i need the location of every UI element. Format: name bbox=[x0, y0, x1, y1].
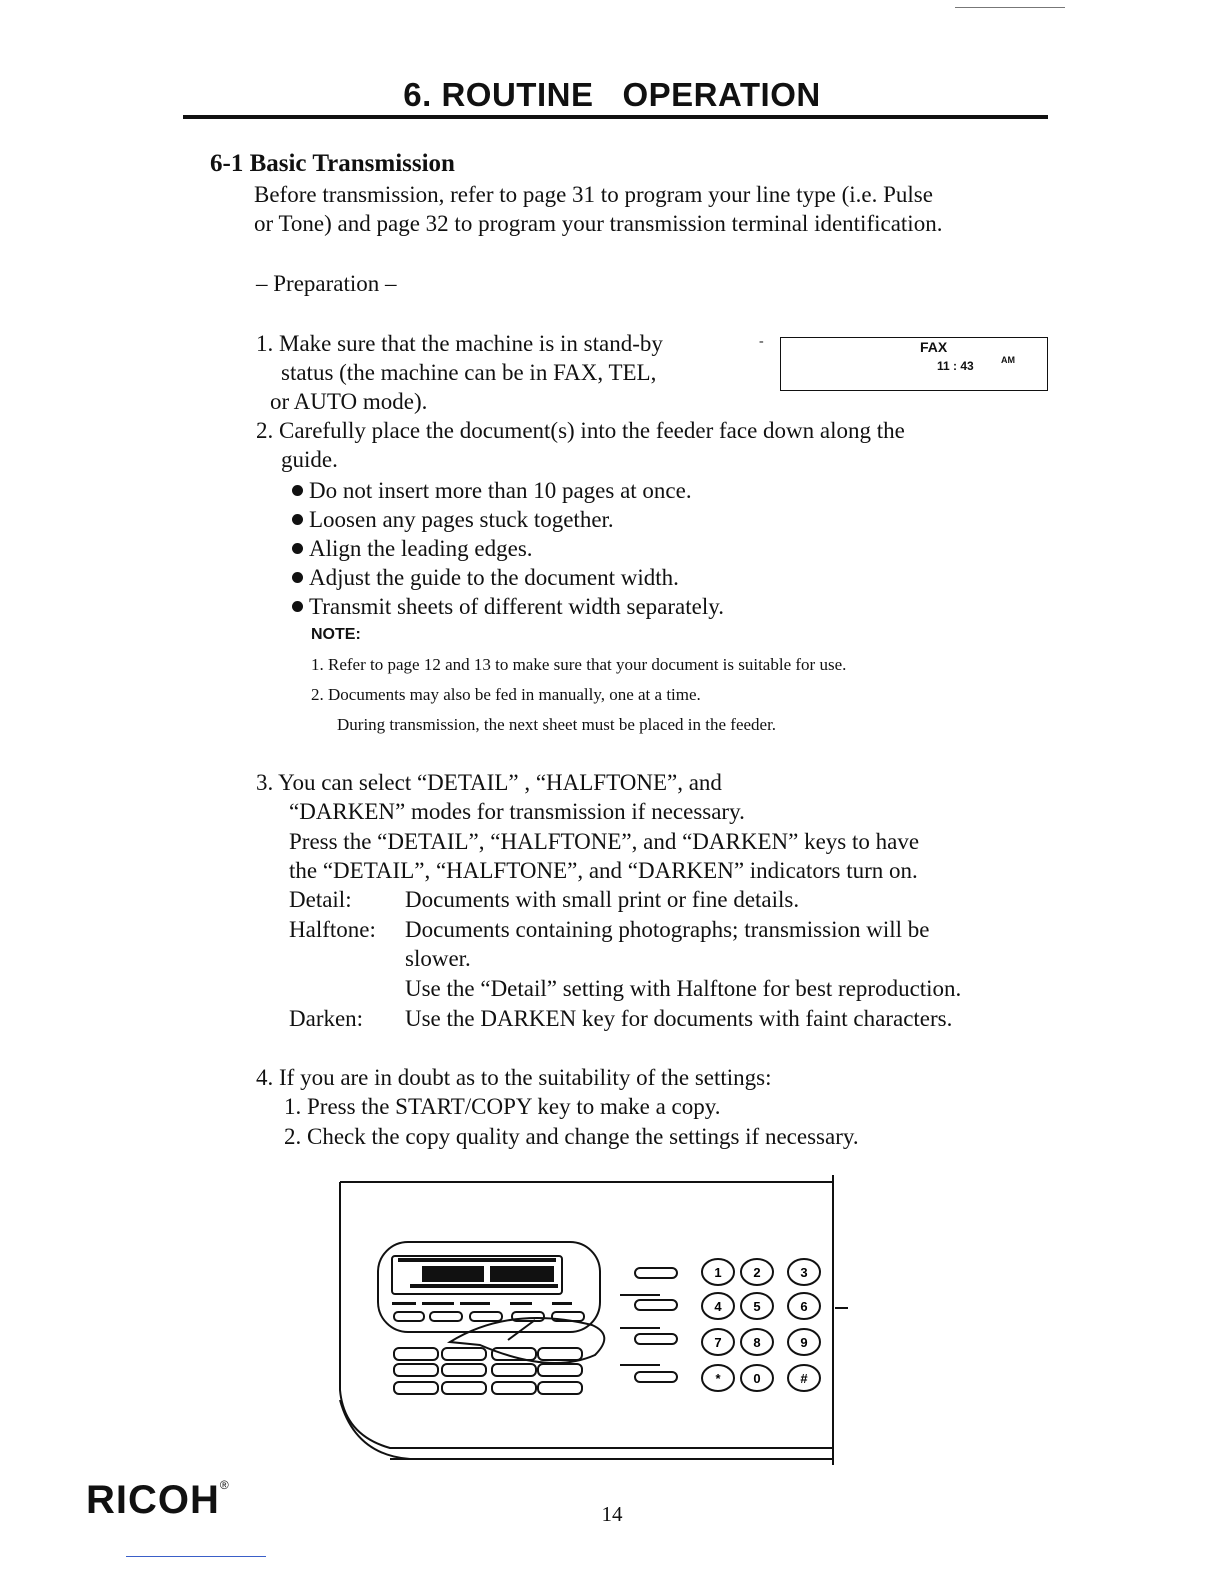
step2-line-1: 2. Carefully place the document(s) into the feeder face down along the bbox=[256, 418, 905, 443]
step3-line-2: “DARKEN” modes for transmission if necessary. bbox=[289, 799, 745, 824]
step1-line-2: status (the machine can be in FAX, TEL, bbox=[281, 360, 657, 385]
intro-line-1: Before transmission, refer to page 31 to program your line type (i.e. Pulse bbox=[254, 182, 933, 207]
keypad-key-label: * bbox=[715, 1371, 721, 1386]
lcd-ampm: AM bbox=[1001, 355, 1015, 365]
bullet-dot-icon bbox=[292, 572, 303, 583]
mode-term-detail: Detail: bbox=[289, 887, 352, 912]
step3-line-1: 3. You can select “DETAIL” , “HALFTONE”, and bbox=[256, 770, 722, 795]
lcd-time: 11 : 43 bbox=[937, 359, 974, 373]
keypad-key-label: 6 bbox=[800, 1299, 808, 1314]
mode-desc-halftone-2: slower. bbox=[405, 946, 471, 971]
step4-line-1: 4. If you are in doubt as to the suitability of the settings: bbox=[256, 1065, 772, 1090]
page-number: 14 bbox=[601, 1502, 623, 1526]
keypad-key-label: 8 bbox=[753, 1335, 761, 1350]
bullet-dot-icon bbox=[292, 543, 303, 554]
ricoh-logo: RICOH® bbox=[86, 1478, 230, 1522]
step1-line-3: or AUTO mode). bbox=[270, 389, 428, 414]
step3-line-4: the “DETAIL”, “HALFTONE”, and “DARKEN” indicators turn on. bbox=[289, 858, 918, 883]
lcd-display bbox=[780, 337, 1048, 391]
mode-desc-halftone-1: Documents containing photographs; transmission will be bbox=[405, 917, 930, 942]
mode-term-darken: Darken: bbox=[289, 1006, 364, 1031]
mode-desc-detail: Documents with small print or fine details. bbox=[405, 887, 800, 912]
note-label: NOTE: bbox=[311, 626, 361, 643]
keypad-key-label: 5 bbox=[753, 1299, 761, 1314]
note-line-1: 1. Refer to page 12 and 13 to make sure that your document is suitable for use. bbox=[311, 655, 847, 674]
step4-line-3: 2. Check the copy quality and change the settings if necessary. bbox=[284, 1124, 859, 1149]
title-rule bbox=[183, 115, 1048, 119]
keypad-key-label: 3 bbox=[800, 1265, 808, 1280]
note-line-2: 2. Documents may also be fed in manually, one at a time. bbox=[311, 685, 701, 704]
keypad-key-label: 1 bbox=[714, 1265, 722, 1280]
step4-line-2: 1. Press the START/COPY key to make a copy. bbox=[284, 1094, 721, 1119]
keypad-key-label: 4 bbox=[714, 1299, 722, 1314]
control-panel-illustration bbox=[330, 1170, 860, 1470]
lcd-pointer-mark: - bbox=[759, 334, 764, 349]
bullet-item: Transmit sheets of different width separately. bbox=[292, 592, 724, 622]
keypad bbox=[702, 1259, 820, 1391]
bullet-item: Adjust the guide to the document width. bbox=[292, 563, 679, 593]
footer-rule bbox=[126, 1556, 266, 1557]
note-line-3: During transmission, the next sheet must be placed in the feeder. bbox=[337, 715, 777, 734]
keypad-key-label: 0 bbox=[753, 1371, 761, 1386]
keypad-key-label: # bbox=[800, 1371, 808, 1386]
mode-desc-darken: Use the DARKEN key for documents with faint characters. bbox=[405, 1006, 953, 1031]
bullet-dot-icon bbox=[292, 485, 303, 496]
step1-line-1: 1. Make sure that the machine is in stand-by bbox=[256, 331, 663, 356]
mode-desc-halftone-3: Use the “Detail” setting with Halftone for best reproduction. bbox=[405, 976, 962, 1001]
keypad-key-label: 2 bbox=[753, 1265, 761, 1280]
lcd-mode: FAX bbox=[920, 339, 948, 355]
bullet-item: Do not insert more than 10 pages at once. bbox=[292, 476, 692, 506]
step2-line-2: guide. bbox=[281, 447, 338, 472]
mode-term-halftone: Halftone: bbox=[289, 917, 376, 942]
preparation-label: – Preparation – bbox=[256, 271, 397, 296]
bullet-item: Align the leading edges. bbox=[292, 534, 533, 564]
step3-line-3: Press the “DETAIL”, “HALFTONE”, and “DARKEN” keys to have bbox=[289, 829, 920, 854]
section-title: 6-1 Basic Transmission bbox=[210, 150, 455, 177]
keypad-key-label: 7 bbox=[714, 1335, 722, 1350]
bullet-dot-icon bbox=[292, 514, 303, 525]
top-dash-line bbox=[955, 7, 1065, 8]
keypad-key-label: 9 bbox=[800, 1335, 808, 1350]
chapter-title: 6. ROUTINE OPERATION bbox=[403, 76, 821, 113]
bullet-dot-icon bbox=[292, 601, 303, 612]
intro-line-2: or Tone) and page 32 to program your transmission terminal identification. bbox=[254, 211, 943, 236]
bullet-item: Loosen any pages stuck together. bbox=[292, 505, 614, 535]
